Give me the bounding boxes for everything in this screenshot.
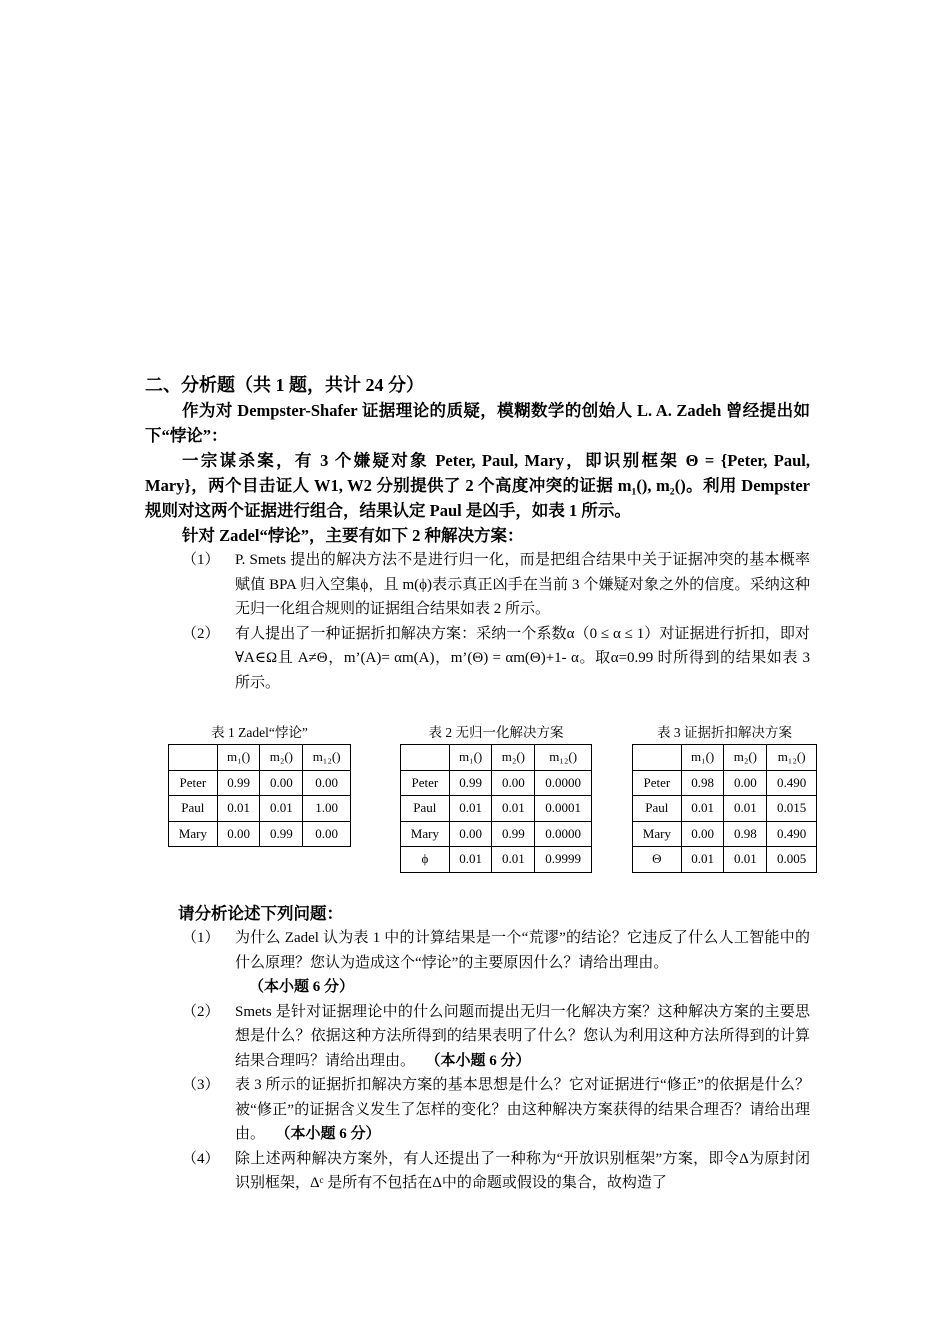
table-2 <box>400 722 592 873</box>
table-cell: Paul <box>633 796 682 822</box>
table-cell: Mary <box>401 821 450 847</box>
question-score: （本小题 6 分） <box>283 1126 381 1142</box>
tables-row <box>0 722 950 882</box>
table-cell: 0.01 <box>492 796 535 822</box>
table-cell: 0.0000 <box>535 770 592 796</box>
table-row <box>401 796 592 822</box>
table-header-cell: m₂() <box>492 745 535 771</box>
table-1 <box>168 722 351 847</box>
table-cell: 0.490 <box>767 770 817 796</box>
question-number: （4） <box>182 1150 220 1167</box>
table-header-cell: m₁() <box>449 745 492 771</box>
table-cell: 0.01 <box>449 847 492 873</box>
table-header-cell: m₁() <box>217 745 260 771</box>
table-row <box>169 770 351 796</box>
analysis-section <box>145 372 810 695</box>
table-cell: 0.01 <box>681 847 724 873</box>
data-table <box>400 744 592 873</box>
table-cell: Paul <box>401 796 450 822</box>
question-number: （1） <box>182 930 220 946</box>
question-text: 除上述两种解决方案外，有人还提出了一种称为“开放识别框架”方案，即令Δ为原封闭识别框架，Δᶜ 是所有不包括在Δ中的命题或假设的集合，故构造了 <box>235 1150 810 1191</box>
table-cell: 0.00 <box>449 821 492 847</box>
table-cell: 0.00 <box>681 821 724 847</box>
intro-paragraph: 作为对 Dempster-Shafer 证据理论的质疑，模糊数学的创始人 L. A. Zadeh 曾经提出如下“悖论”： <box>145 401 810 445</box>
table-header-row <box>169 745 351 771</box>
table-cell: 0.9999 <box>535 847 592 873</box>
table-header-cell <box>401 745 450 771</box>
table-cell: 0.00 <box>303 821 351 847</box>
table-cell: 0.490 <box>767 821 817 847</box>
table-header-cell <box>169 745 218 771</box>
question-number: （3） <box>182 1077 220 1093</box>
table-cell: Θ <box>633 847 682 873</box>
table-row <box>633 821 817 847</box>
table-cell: 0.015 <box>767 796 817 822</box>
table-cell: 0.01 <box>724 847 767 873</box>
table-cell: 0.00 <box>492 770 535 796</box>
solution-text: P. Smets 提出的解决方法不是进行归一化，而是把组合结果中关于证据冲突的基本概率赋值 BPA 归入空集ϕ，且 m(ϕ)表示真正凶手在当前 3 个嫌疑对象之外的信度。采纳这种无归一化组合规则的证据组合结果如表 2 所示。 <box>235 552 810 617</box>
table-header-cell: m₁₂() <box>535 745 592 771</box>
table-cell: 0.01 <box>681 796 724 822</box>
question-number: （2） <box>182 1003 220 1020</box>
question-score: （本小题 6 分） <box>433 1052 531 1069</box>
table-row <box>633 796 817 822</box>
table-cell: 0.0000 <box>535 821 592 847</box>
table-cell: Paul <box>169 796 218 822</box>
data-table <box>632 744 817 873</box>
table-header-cell: m₂() <box>724 745 767 771</box>
table-cell: Peter <box>401 770 450 796</box>
solution-item <box>145 622 810 696</box>
table-row <box>169 821 351 847</box>
case-paragraph: 一宗谋杀案，有 3 个嫌疑对象 Peter, Paul, Mary，即识别框架 Θ = {Peter, Paul, Mary}，两个目击证人 W1, W2 分别提供了 2 个高度冲突的证据 m₁(), m₂()。利用 Dempster 规则对这两个证据进行组合，结果认定 Paul 是凶手，如表 1 所示。 <box>145 451 810 520</box>
table-cell: Mary <box>169 821 218 847</box>
section-title: 二、分析题（共 1 题，共计 24 分） <box>145 375 424 395</box>
table-cell: 0.0001 <box>535 796 592 822</box>
table-cell: 0.00 <box>724 770 767 796</box>
question-text: 表 3 所示的证据折扣解决方案的基本思想是什么？它对证据进行“修正”的依据是什么？被“修正”的证据含义发生了怎样的变化？由这种解决方案获得的结果合理否？请给出理由。 <box>235 1077 810 1142</box>
data-table <box>168 744 351 847</box>
table-header-row <box>633 745 817 771</box>
table-cell: 0.99 <box>449 770 492 796</box>
table-cell: 1.00 <box>303 796 351 822</box>
table-cell: 0.005 <box>767 847 817 873</box>
questions-title: 请分析论述下列问题： <box>178 904 343 923</box>
table-header-row <box>401 745 592 771</box>
table-cell: Mary <box>633 821 682 847</box>
questions-list <box>145 926 810 1196</box>
table-cell: ϕ <box>401 847 450 873</box>
table-cell: 0.01 <box>724 796 767 822</box>
solution-text: 有人提出了一种证据折扣解决方案：采纳一个系数α（0 ≤ α ≤ 1）对证据进行折扣，即对 ∀A∈Ω且 A≠Θ，m’(A)= αm(A)，m’(Θ) = αm(Θ)+1- α。取α=0.99 时所得到的结果如表 3 所示。 <box>235 625 810 691</box>
table-cell: 0.99 <box>260 821 303 847</box>
question-item <box>145 1000 810 1074</box>
table-cell: 0.99 <box>217 770 260 796</box>
table-cell: 0.01 <box>260 796 303 822</box>
table-caption: 表 3 证据折扣解决方案 <box>657 725 792 740</box>
table-row <box>401 821 592 847</box>
solutions-intro: 针对 Zadel“悖论”，主要有如下 2 种解决方案： <box>182 526 524 545</box>
table-row <box>401 847 592 873</box>
table-row <box>401 770 592 796</box>
question-text: 为什么 Zadel 认为表 1 中的计算结果是一个“荒谬”的结论？它违反了什么人工智能中的什么原理？您认为造成这个“悖论”的主要原因什么？请给出理由。 <box>235 930 810 971</box>
table-header-cell: m₁₂() <box>303 745 351 771</box>
table-row <box>633 847 817 873</box>
table-cell: 0.01 <box>217 796 260 822</box>
solutions-list <box>145 548 810 695</box>
table-header-cell: m₁₂() <box>767 745 817 771</box>
table-cell: 0.00 <box>303 770 351 796</box>
table-cell: 0.98 <box>681 770 724 796</box>
table-cell: Peter <box>633 770 682 796</box>
solution-number: （2） <box>182 625 220 642</box>
table-header-cell <box>633 745 682 771</box>
table-cell: 0.00 <box>260 770 303 796</box>
table-header-cell: m₁() <box>681 745 724 771</box>
table-caption: 表 1 Zadel“悖论” <box>211 725 308 740</box>
table-header-cell: m₂() <box>260 745 303 771</box>
question-item <box>145 1147 810 1196</box>
question-text: Smets 是针对证据理论中的什么问题而提出无归一化解决方案？这种解决方案的主要思想是什么？依据这种方法所得到的结果表明了什么？您认为利用这种方法所得到的计算结果合理吗？请给出理由。 <box>235 1003 810 1069</box>
table-row <box>633 770 817 796</box>
table-cell: 0.01 <box>492 847 535 873</box>
table-cell: 0.98 <box>724 821 767 847</box>
table-3 <box>632 722 817 873</box>
table-caption: 表 2 无归一化解决方案 <box>428 725 564 740</box>
solution-item <box>145 548 810 622</box>
question-item <box>145 1073 810 1147</box>
question-score: （本小题 6 分） <box>249 979 355 995</box>
table-cell: 0.99 <box>492 821 535 847</box>
table-cell: Peter <box>169 770 218 796</box>
table-cell: 0.00 <box>217 821 260 847</box>
solution-number: （1） <box>182 552 220 568</box>
questions-section <box>145 902 810 1196</box>
table-row <box>169 796 351 822</box>
table-cell: 0.01 <box>449 796 492 822</box>
question-item <box>145 926 810 1000</box>
